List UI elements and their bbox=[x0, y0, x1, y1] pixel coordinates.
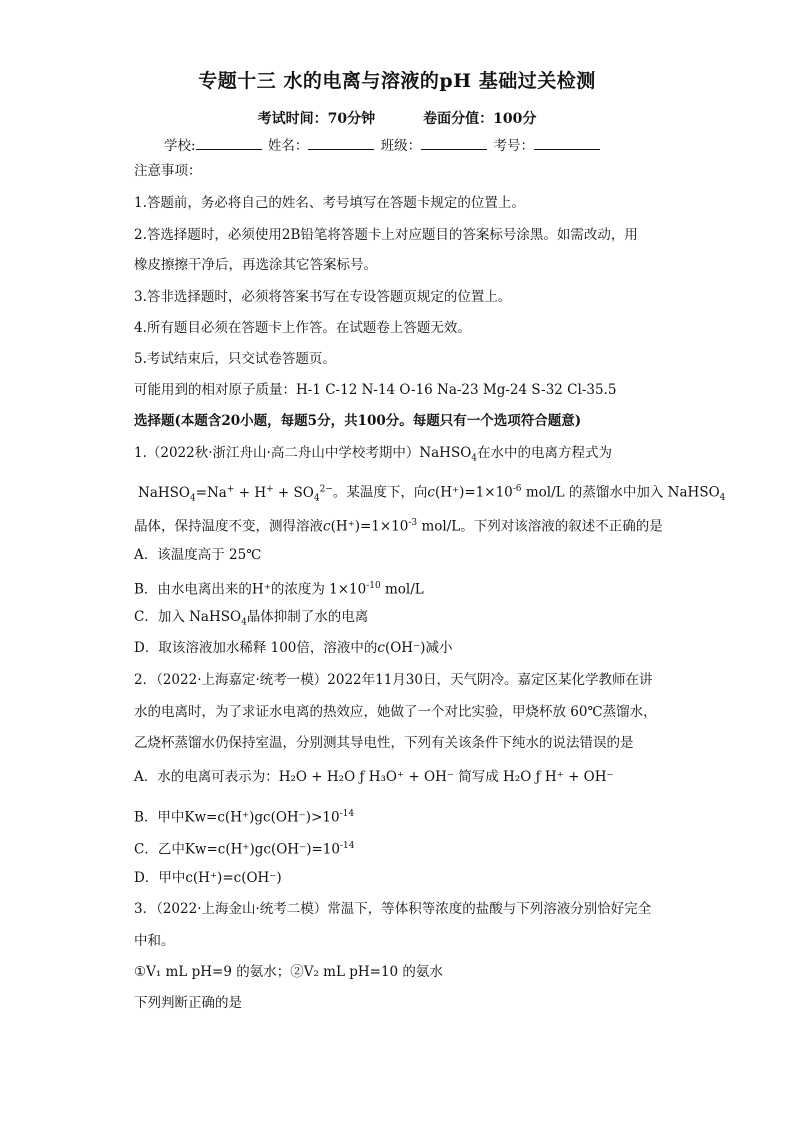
q2-stem-line2: 水的电离时，为了求证水电离的热效应，她做了一个对比实验，甲烧杯放 60℃蒸馏水， bbox=[134, 704, 657, 720]
q1-option-d[interactable]: D．取该溶液加水稀释 100倍，溶液中的c(OH⁻)减小 bbox=[134, 640, 453, 656]
q3-items: ①V₁ mL pH=9 的氨水；②V₂ mL pH=10 的氨水 bbox=[134, 964, 443, 980]
ionization-equation: NaHSO$_4$=Na+ + $H^+ + SO_4^{2-}$ bbox=[138, 484, 333, 504]
q3-question: 下列判断正确的是 bbox=[134, 995, 242, 1011]
exam-no-blank[interactable] bbox=[534, 136, 600, 150]
section-heading: 选择题(本题含20小题，每题5分，共100分。每题只有一个选项符合题意) bbox=[134, 413, 582, 429]
note-item: 1.答题前，务必将自己的姓名、考号填写在答题卡规定的位置上。 bbox=[134, 195, 525, 211]
exam-no-label: 考号： bbox=[493, 138, 534, 154]
class-blank[interactable] bbox=[421, 136, 487, 150]
q1-option-b[interactable]: B．由水电离出来的H⁺的浓度为 $1\times 10^{-10}$ mol/L bbox=[134, 581, 424, 598]
exam-score: 卷面分值：100分 bbox=[423, 111, 537, 127]
q1-option-c[interactable]: C．加入 NaHSO$_4$晶体抑制了水的电离 bbox=[134, 609, 369, 628]
q1-stem-line3: 晶体，保持温度不变，测得溶液$c(H^+)=1\times 10^{-3}$ mol/L。下列对该溶液的叙述不正确的是 bbox=[134, 518, 663, 535]
q3-stem-line1: 3．（2022·上海金山·统考二模）常温下，等体积等浓度的盐酸与下列溶液分别恰好完全 bbox=[134, 901, 652, 917]
page-title: 专题十三 水的电离与溶液的pH 基础过关检测 bbox=[198, 70, 596, 92]
student-info-fields bbox=[164, 134, 602, 154]
q1-option-a[interactable]: A．该温度高于 25℃ bbox=[134, 547, 262, 563]
q2-option-c[interactable]: C．乙中$Kw=c(H^+)gc(OH^-)=10^{-14}$ bbox=[134, 841, 355, 858]
school-label: 学校: bbox=[164, 138, 196, 154]
q2-option-b[interactable]: B．甲中$Kw=c(H^+)gc(OH^-)>10^{-14}$ bbox=[134, 809, 355, 826]
name-blank[interactable] bbox=[308, 136, 374, 150]
note-item: 4.所有题目必须在答题卡上作答。在试题卷上答题无效。 bbox=[134, 320, 471, 336]
note-item: 橡皮擦擦干净后，再选涂其它答案标号。 bbox=[134, 257, 377, 273]
q2-option-d[interactable]: D．甲中c(H⁺)=c(OH⁻) bbox=[134, 870, 282, 886]
note-item: 5.考试结束后，只交试卷答题页。 bbox=[134, 351, 336, 367]
class-label: 班级： bbox=[380, 138, 422, 154]
q1-stem-line2: NaHSO$_4$=Na+ + $H^+ + SO_4^{2-}$。某温度下，向$c(H^+)=1\times 10^{-6}$ mol/L 的蒸馏水中加入 NaHSO$_4$ bbox=[138, 484, 726, 504]
notes-heading: 注意事项： bbox=[134, 163, 202, 179]
atomic-masses: 可能用到的相对原子质量：H-1 C-12 N-14 O-16 Na-23 Mg-24 S-32 Cl-35.5 bbox=[134, 382, 617, 398]
q2-option-a[interactable]: A．水的电离可表示为：H₂O + H₂O ƒ H₃O⁺ + OH⁻ 简写成 H₂O ƒ H⁺ + OH⁻ bbox=[134, 769, 614, 785]
exam-meta bbox=[0, 108, 794, 128]
q3-stem-line2: 中和。 bbox=[134, 933, 175, 949]
note-item: 2.答选择题时，必须使用2B铅笔将答题卡上对应题目的答案标号涂黑。如需改动，用 bbox=[134, 227, 638, 243]
note-item: 3.答非选择题时，必须将答案书写在专设答题页规定的位置上。 bbox=[134, 289, 512, 305]
exam-time: 考试时间：70分钟 bbox=[257, 111, 376, 127]
q1-stem-line1: 1.（2022秋·浙江舟山·高二舟山中学校考期中）NaHSO$_4$在水中的电离方程式为 bbox=[134, 445, 613, 464]
q2-stem-line1: 2．（2022·上海嘉定·统考一模）2022年11月30日，天气阴冷。嘉定区某化学教师在讲 bbox=[134, 672, 653, 688]
school-blank[interactable] bbox=[196, 136, 262, 150]
name-label: 姓名： bbox=[267, 138, 309, 154]
q2-stem-line3: 乙烧杯蒸馏水仍保持室温，分别测其导电性，下列有关该条件下纯水的说法错误的是 bbox=[134, 735, 634, 751]
